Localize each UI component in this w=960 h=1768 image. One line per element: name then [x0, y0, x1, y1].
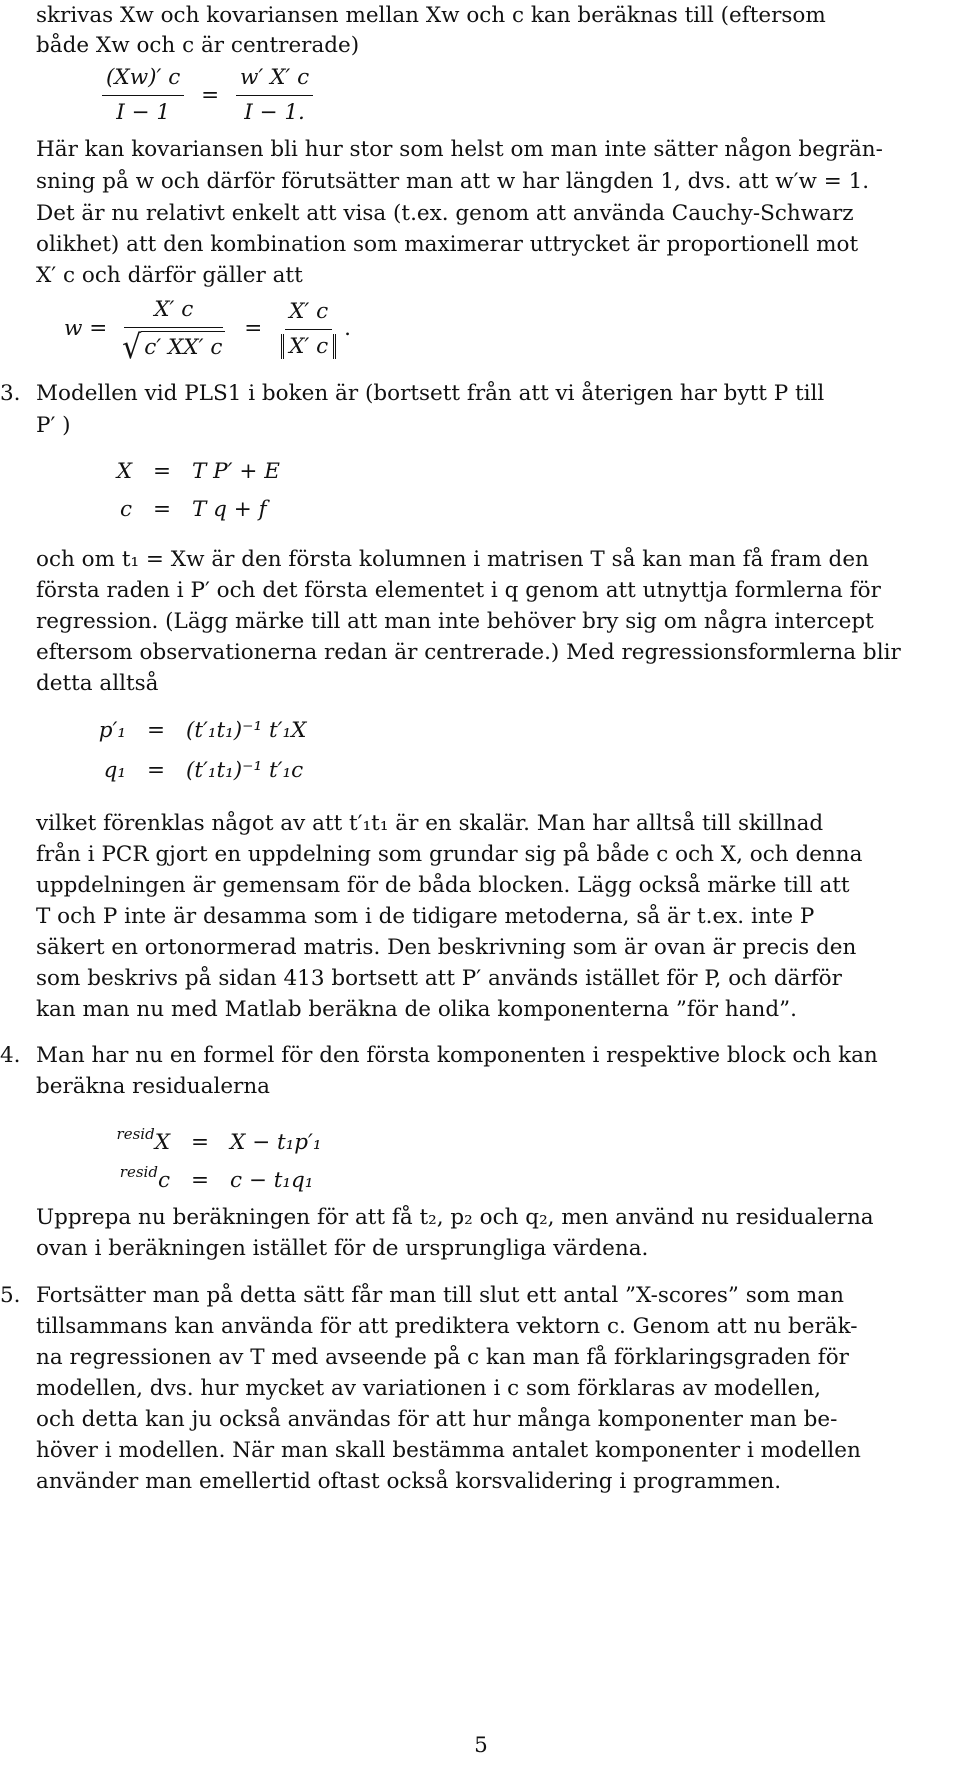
- covariance-equation: $\frac{(Xw)' c}{I - 1}$ = $\frac{w' X' c}{I - 1.}$: [98, 64, 317, 127]
- paragraph-line: uppdelningen är gemensam för de båda blocken. Lägg också märke till att: [36, 873, 850, 898]
- paragraph-line: kan man nu med Matlab beräkna de olika komponenterna ”för hand”.: [36, 997, 797, 1022]
- paragraph-line: från i PCR gjort en uppdelning som grundar sig på både c och X, och denna: [36, 842, 863, 867]
- equation-rhs: X − t₁p′₁: [230, 1130, 322, 1155]
- paragraph-line: Upprepa nu beräkningen för att få t₂, p₂ och q₂, men använd nu residualerna: [36, 1205, 874, 1230]
- paragraph-line: X′ c och därför gäller att: [36, 263, 303, 288]
- list-marker-5: 5.: [0, 1283, 21, 1308]
- list-marker-4: 4.: [0, 1043, 21, 1068]
- equation-operator: =: [152, 459, 171, 484]
- equation-operator: =: [190, 1168, 209, 1193]
- w-equation: [64, 296, 351, 367]
- fraction-right: [236, 64, 313, 127]
- paragraph-line: T och P inte är desamma som i de tidigare metoderna, så är t.ex. inte P: [36, 904, 815, 929]
- equation-lhs: c: [119, 497, 132, 522]
- fraction-numerator: (Xw)′ c: [102, 64, 184, 96]
- item3-line-2: P′ ): [36, 413, 71, 438]
- norm-content: X′ c: [281, 334, 336, 359]
- equals-sign: =: [244, 316, 263, 341]
- sqrt-icon: √: [122, 328, 142, 367]
- equation-operator: =: [146, 758, 165, 783]
- equation-lhs-symbol: X: [154, 1130, 170, 1155]
- fraction-denominator: [118, 328, 229, 367]
- paragraph-line: olikhet) att den kombination som maximerar uttrycket är proportionell mot: [36, 232, 859, 257]
- fraction-left: [102, 64, 184, 127]
- equation-lhs: [60, 1156, 170, 1197]
- equation-lhs: X: [116, 459, 132, 484]
- equation-row: [56, 715, 306, 747]
- fraction-denominator: I − 1.: [244, 100, 305, 125]
- fraction-norm: [277, 298, 340, 361]
- item5-line-6: höver i modellen. När man skall bestämma antalet komponenter i modellen: [36, 1438, 861, 1463]
- fraction-sqrt: [118, 296, 229, 367]
- fraction-denominator: [277, 330, 340, 361]
- equation-rhs: c − t₁q₁: [230, 1168, 314, 1193]
- fraction-denominator: I − 1: [116, 100, 171, 125]
- fraction-numerator: w′ X′ c: [236, 64, 313, 96]
- paragraph-line: vilket förenklas något av att t′₁t₁ är en skalär. Man har alltså till skillnad: [36, 811, 824, 836]
- paragraph-line: detta alltså: [36, 671, 159, 696]
- paragraph-line: regression. (Lägg märke till att man inte behöver bry sig om några intercept: [36, 609, 874, 634]
- sqrt-content: c′ XX′ c: [141, 331, 225, 362]
- equation-row: [60, 1118, 322, 1159]
- paragraph-line: sning på w och därför förutsätter man att w har längden 1, dvs. att w′w = 1.: [36, 169, 870, 194]
- fraction-numerator: X′ c: [285, 298, 332, 330]
- equation-operator: =: [190, 1130, 209, 1155]
- paragraph-line: Här kan kovariansen bli hur stor som helst om man inte sätter någon begrän-: [36, 137, 883, 162]
- equation-lhs: p′₁: [98, 718, 126, 743]
- equation-lhs-symbol: c: [157, 1168, 170, 1193]
- equation-rhs: (t′₁t₁)⁻¹ t′₁X: [186, 718, 307, 743]
- equation-operator: =: [146, 718, 165, 743]
- paragraph-line: som beskrivs på sidan 413 bortsett att P′ används istället för P, och därför: [36, 966, 842, 991]
- paragraph-line: och om t₁ = Xw är den första kolumnen i matrisen T så kan man få fram den: [36, 547, 869, 572]
- resid-prefix: resid: [119, 1163, 158, 1181]
- list-marker-3: 3.: [0, 381, 21, 406]
- equation-row: [62, 494, 267, 526]
- equation-rhs: (t′₁t₁)⁻¹ t′₁c: [186, 758, 304, 783]
- item5-line-4: modellen, dvs. hur mycket av variationen i c som förklaras av modellen,: [36, 1376, 821, 1401]
- intro-line-2: både Xw och c är centrerade): [36, 33, 360, 58]
- paragraph-line: Det är nu relativt enkelt att visa (t.ex. genom att använda Cauchy-Schwarz: [36, 201, 854, 226]
- item4-line-1: Man har nu en formel för den första komponenten i respektive block och kan: [36, 1043, 878, 1068]
- equation-lhs: q₁: [103, 758, 126, 783]
- paragraph-line: första raden i P′ och det första elementet i q genom att utnyttja formlerna för: [36, 578, 881, 603]
- fraction-numerator: X′ c: [124, 296, 223, 328]
- item3-line-1: Modellen vid PLS1 i boken är (bortsett från att vi återigen har bytt P till: [36, 381, 825, 406]
- item4-line-2: beräkna residualerna: [36, 1074, 270, 1099]
- period: .: [344, 316, 351, 341]
- equation-rhs: T P′ + E: [192, 459, 280, 484]
- paragraph-line: säkert en ortonormerad matris. Den beskrivning som är ovan är precis den: [36, 935, 857, 960]
- equation-rhs: T q + f: [192, 497, 267, 522]
- equation-row: [60, 1156, 313, 1197]
- paragraph-line: eftersom observationerna redan är centrerade.) Med regressionsformlerna blir: [36, 640, 901, 665]
- paragraph-line: ovan i beräkningen istället för de ursprungliga värdena.: [36, 1236, 649, 1261]
- equation-row: [56, 755, 303, 787]
- item5-line-1: Fortsätter man på detta sätt får man till slut ett antal ”X-scores” som man: [36, 1283, 844, 1308]
- item5-line-7: använder man emellertid oftast också korsvalidering i programmen.: [36, 1469, 782, 1494]
- intro-line-1: skrivas Xw och kovariansen mellan Xw och c kan beräknas till (eftersom: [36, 3, 826, 28]
- equation-lhs: [60, 1118, 170, 1159]
- item5-line-2: tillsammans kan använda för att prediktera vektorn c. Genom att nu beräk-: [36, 1314, 858, 1339]
- resid-prefix: resid: [116, 1125, 155, 1143]
- equation-operator: =: [152, 497, 171, 522]
- page-number: 5: [474, 1733, 488, 1758]
- equation-row: [62, 456, 280, 488]
- equation-lhs: w =: [64, 316, 108, 341]
- item5-line-3: na regressionen av T med avseende på c kan man få förklaringsgraden för: [36, 1345, 849, 1370]
- item5-line-5: och detta kan ju också användas för att hur många komponenter man be-: [36, 1407, 838, 1432]
